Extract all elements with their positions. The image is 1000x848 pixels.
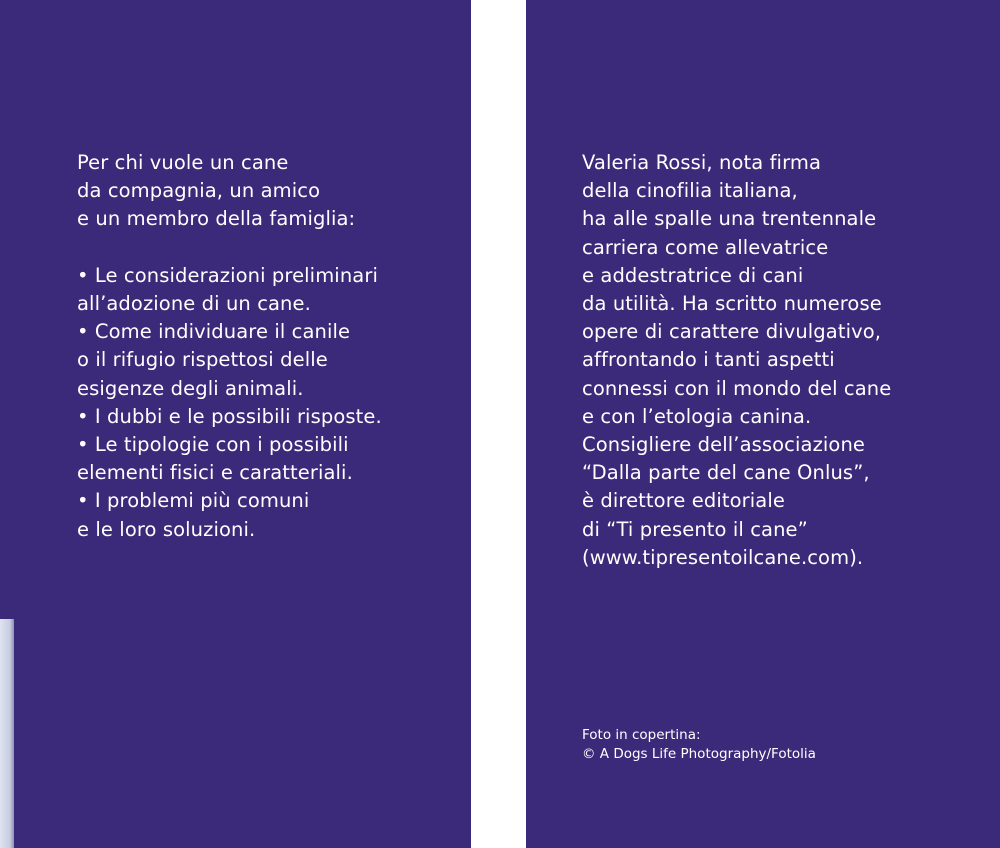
intro-line: e un membro della famiglia: bbox=[77, 207, 356, 231]
bio-line: connessi con il mondo del cane bbox=[582, 376, 892, 400]
bio-line: della cinofilia italiana, bbox=[582, 179, 798, 203]
bullet-line: e le loro soluzioni. bbox=[77, 517, 256, 541]
bio-line: carriera come allevatrice bbox=[582, 235, 829, 259]
paragraph-gap bbox=[77, 234, 457, 262]
bio-line: Valeria Rossi, nota firma bbox=[582, 151, 821, 174]
bullet-line: • Come individuare il canile bbox=[77, 320, 351, 344]
bullet-line: • Le tipologie con i possibili bbox=[77, 433, 349, 457]
bullet-line: elementi fisici e caratteriali. bbox=[77, 461, 353, 485]
bullet-line: • Le considerazioni preliminari bbox=[77, 263, 378, 287]
bullet-line: esigenze degli animali. bbox=[77, 376, 304, 400]
intro-line: Per chi vuole un cane bbox=[77, 151, 289, 174]
bio-line: ha alle spalle una trentennale bbox=[582, 207, 877, 231]
bullet-line: • I problemi più comuni bbox=[77, 489, 310, 513]
bio-line: opere di carattere divulgativo, bbox=[582, 320, 882, 344]
bio-line: da utilità. Ha scritto numerose bbox=[582, 292, 882, 316]
bio-line: (www.tipresentoilcane.com). bbox=[582, 545, 864, 569]
bio-line: affrontando i tanti aspetti bbox=[582, 348, 835, 372]
left-flap-text bbox=[77, 149, 457, 544]
bio-line: è direttore editoriale bbox=[582, 489, 785, 513]
author-bio bbox=[582, 149, 992, 572]
credit-label: Foto in copertina: bbox=[582, 727, 701, 743]
photo-credit bbox=[582, 726, 816, 764]
page-edge-strip bbox=[0, 619, 14, 848]
intro-line: da compagnia, un amico bbox=[77, 179, 321, 203]
bio-line: Consigliere dell’associazione bbox=[582, 433, 866, 457]
bullet-line: o il rifugio rispettosi delle bbox=[77, 348, 328, 372]
bio-line: e addestratrice di cani bbox=[582, 263, 804, 287]
bullet-line: • I dubbi e le possibili risposte. bbox=[77, 404, 382, 428]
bullet-line: all’adozione di un cane. bbox=[77, 292, 311, 315]
bio-line: di “Ti presento il cane” bbox=[582, 517, 808, 541]
credit-source: © A Dogs Life Photography/Fotolia bbox=[582, 746, 816, 762]
bio-line: e con l’etologia canina. bbox=[582, 404, 812, 428]
bio-line: “Dalla parte del cane Onlus”, bbox=[582, 461, 870, 485]
